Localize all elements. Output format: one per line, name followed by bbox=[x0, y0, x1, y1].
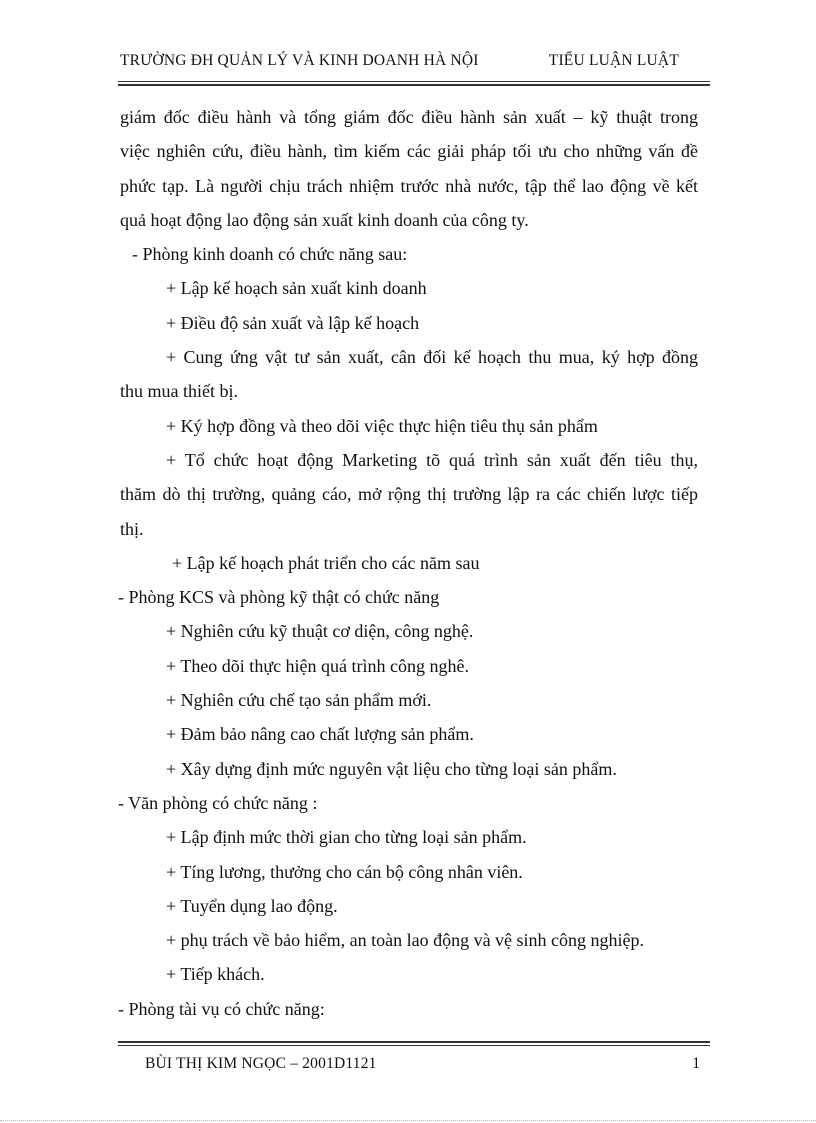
footer-author: BÙI THỊ KIM NGỌC – 2001D1121 bbox=[145, 1055, 377, 1072]
text-line: giám đốc điều hành và tổng giám đốc điều hành sản xuất – kỹ thuật trong bbox=[120, 107, 698, 127]
list-item: + Lập kế hoạch sản xuất kinh doanh bbox=[166, 278, 427, 299]
list-item: + Nghiên cứu kỹ thuật cơ diện, công nghệ. bbox=[166, 621, 474, 642]
list-item: + Tíng lương, thưởng cho cán bộ công nhân viên. bbox=[166, 861, 523, 882]
list-item: + Lập định mức thời gian cho từng loại sản phẩm. bbox=[166, 827, 527, 848]
text-line: thăm dò thị trường, quảng cáo, mở rộng thị trường lập ra các chiến lược tiếp bbox=[120, 484, 698, 505]
section-heading: - Phòng tài vụ có chức năng: bbox=[118, 998, 325, 1019]
text-line: thu mua thiết bị. bbox=[120, 381, 238, 402]
list-item: + Tuyển dụng lao động. bbox=[166, 895, 338, 916]
header-school: TRƯỜNG ĐH QUẢN LÝ VÀ KINH DOANH HÀ NỘI bbox=[120, 52, 479, 69]
page-number: 1 bbox=[692, 1055, 700, 1072]
text-line: phức tạp. Là người chịu trách nhiệm trước nhà nước, tập thể lao động về kết bbox=[120, 175, 698, 196]
list-item: + Đảm bảo nâng cao chất lượng sản phẩm. bbox=[166, 724, 474, 745]
page-header bbox=[120, 52, 697, 76]
text-line: thị. bbox=[120, 518, 144, 539]
list-item: + Lập kế hoạch phát triển cho các năm sau bbox=[172, 552, 480, 573]
body-text bbox=[118, 100, 698, 1026]
page-edge-divider bbox=[0, 1120, 816, 1121]
header-rule-thick bbox=[118, 84, 710, 86]
list-item: + Tổ chức hoạt động Marketing tõ quá trình sản xuất đến tiêu thụ, bbox=[166, 449, 698, 470]
page-footer bbox=[145, 1055, 700, 1077]
section-heading: - Phòng KCS và phòng kỹ thật có chức năng bbox=[118, 587, 440, 608]
section-heading: - Phòng kinh doanh có chức năng sau: bbox=[132, 244, 408, 265]
list-item: + Điều độ sản xuất và lập kế hoạch bbox=[166, 312, 420, 333]
footer-rule bbox=[118, 1045, 710, 1046]
list-item: + Xây dựng định mức nguyên vật liệu cho từng loại sản phẩm. bbox=[166, 758, 617, 779]
header-doc-type: TIỂU LUẬN LUẬT bbox=[548, 52, 679, 69]
list-item: + Tiếp khách. bbox=[166, 964, 265, 985]
footer-rule-thick bbox=[118, 1041, 710, 1043]
text-line: quả hoạt động lao động sản xuất kinh doanh của công ty. bbox=[120, 209, 529, 230]
list-item: + Ký hợp đồng và theo dõi việc thực hiện tiêu thụ sản phẩm bbox=[166, 415, 598, 436]
list-item: + Theo dõi thực hiện quá trình công nghê. bbox=[166, 655, 470, 676]
list-item: + phụ trách về bảo hiểm, an toàn lao động và vệ sinh công nghiệp. bbox=[166, 930, 645, 951]
section-heading: - Văn phòng có chức năng : bbox=[118, 792, 318, 813]
list-item: + Nghiên cứu chế tạo sản phẩm mới. bbox=[166, 690, 432, 711]
header-rule bbox=[118, 81, 710, 82]
list-item: + Cung ứng vật tư sản xuất, cân đối kế hoạch thu mua, ký hợp đồng bbox=[166, 347, 698, 368]
text-line: việc nghiên cứu, điều hành, tìm kiếm các giải pháp tối ưu cho những vấn đề bbox=[120, 141, 698, 162]
